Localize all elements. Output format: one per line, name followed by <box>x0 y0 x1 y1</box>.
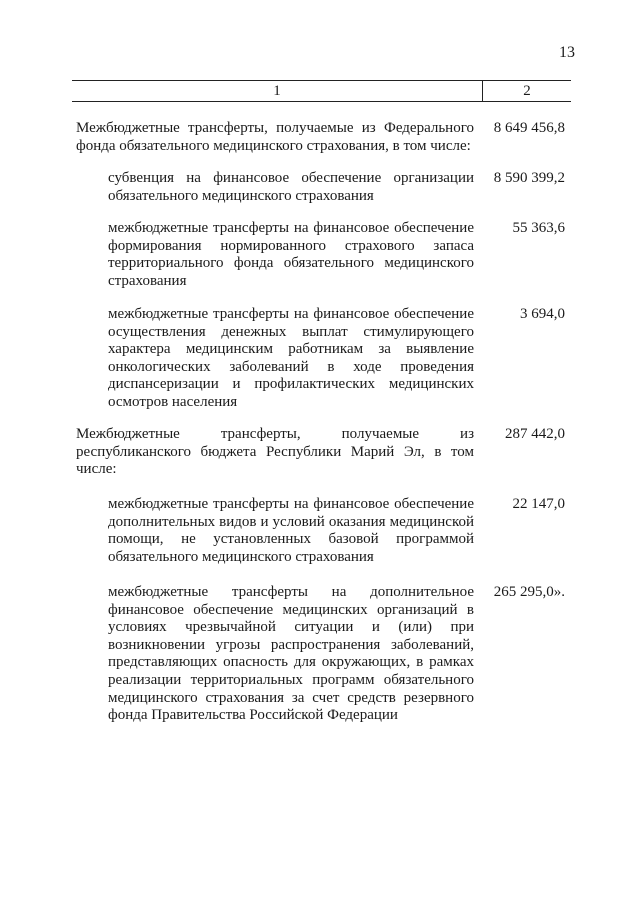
row-amount: 265 295,0». <box>493 584 565 600</box>
row-amount: 22 147,0 <box>512 496 565 512</box>
row-description: межбюджетные трансферты на финансовое обеспечение осуществления денежных выплат стимулирующего характера медицинским работникам за выявление онкологических заболеваний в ходе проведения диспансеризации и профилактических медицинских осмотров населения <box>108 306 474 410</box>
row-amount: 3 694,0 <box>520 306 565 322</box>
row-description: межбюджетные трансферты на дополнительное финансовое обеспечение медицинских организаций в условиях чрезвычайной ситуации и (или) при возникновении угрозы распространения заболеваний, представляющих опасность для окружающих, в рамках реализации территориальных программ обязательного медицинского страхования за счет средств резервного фонда Правительства Российской Федерации <box>108 584 474 724</box>
row-amount: 8 590 399,2 <box>493 170 565 186</box>
row-description: межбюджетные трансферты на финансовое обеспечение дополнительных видов и условий оказания медицинской помощи, не установленных базовой программой обязательного медицинского страхования <box>108 496 474 565</box>
page-number: 13 <box>559 44 575 61</box>
table-header <box>72 80 571 102</box>
row-amount: 287 442,0 <box>505 426 565 442</box>
row-description: Межбюджетные трансферты, получаемые из Федерального фонда обязательного медицинского страхования, в том числе: <box>76 120 474 154</box>
row-description: субвенция на финансовое обеспечение организации обязательного медицинского страхования <box>108 170 474 204</box>
column-number-2: 2 <box>523 83 531 99</box>
row-amount: 55 363,6 <box>512 220 565 236</box>
row-description: Межбюджетные трансферты, получаемые из республиканского бюджета Республики Марий Эл, в том числе: <box>76 426 474 478</box>
row-amount: 8 649 456,8 <box>493 120 565 136</box>
row-description: межбюджетные трансферты на финансовое обеспечение формирования нормированного страхового запаса территориального фонда обязательного медицинского страхования <box>108 220 474 289</box>
column-number-1: 1 <box>273 83 281 99</box>
